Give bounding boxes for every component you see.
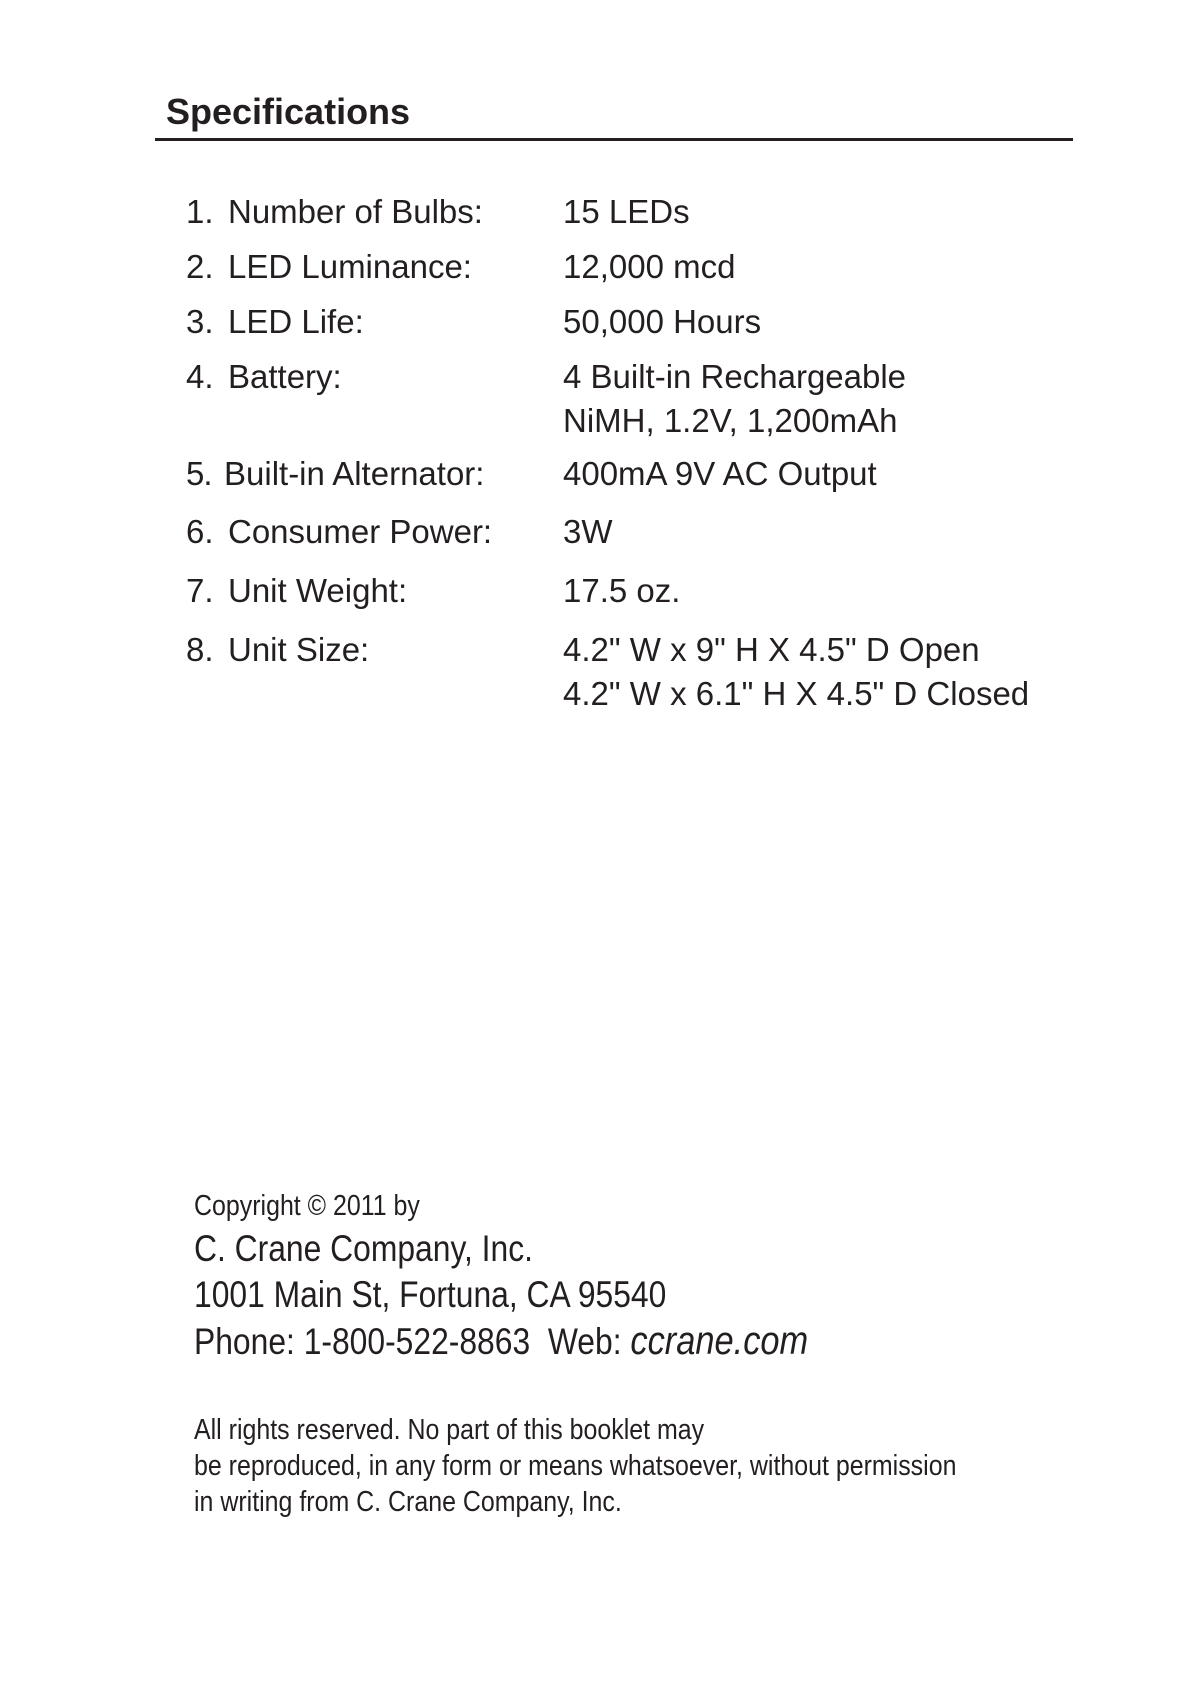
- spec-number: 4.: [186, 358, 214, 395]
- spec-number: 8.: [186, 631, 214, 668]
- spec-label: LED Life:: [228, 303, 364, 340]
- web-label: Web:: [547, 1321, 622, 1362]
- spec-number: 7.: [186, 572, 214, 609]
- copyright-line: Copyright © 2011 by: [194, 1190, 420, 1222]
- spec-number: 3.: [186, 303, 214, 340]
- phone-number: Phone: 1-800-522-8863: [194, 1321, 531, 1362]
- rights-line: be reproduced, in any form or means whatsoever, without permission: [194, 1450, 957, 1482]
- company-name: C. Crane Company, Inc.: [194, 1228, 533, 1269]
- spec-number: 1.: [186, 193, 214, 230]
- page-title: Specifications: [166, 91, 411, 132]
- spec-label: Number of Bulbs:: [228, 193, 483, 230]
- copyright-block: [194, 1186, 1094, 1365]
- rights-line: in writing from C. Crane Company, Inc.: [194, 1486, 622, 1518]
- spec-value-line: NiMH, 1.2V, 1,200mAh: [563, 402, 898, 439]
- spec-value-line: 4 Built-in Rechargeable: [563, 358, 907, 395]
- spec-number: 5.: [186, 455, 212, 492]
- spec-number: 2.: [186, 248, 214, 285]
- spec-value-line: 4.2" W x 9" H X 4.5" D Open: [563, 631, 980, 668]
- spec-value-line: 4.2" W x 6.1" H X 4.5" D Closed: [563, 675, 1030, 712]
- spec-value-line: 12,000 mcd: [563, 248, 736, 285]
- rights-notice: [194, 1412, 1191, 1520]
- spec-value: [563, 569, 680, 613]
- spec-value-line: 3W: [563, 513, 613, 550]
- spec-value: [563, 355, 906, 443]
- spec-label: Built-in Alternator:: [224, 455, 485, 492]
- spec-value: [563, 452, 877, 496]
- web-link[interactable]: ccrane.com: [630, 1319, 809, 1363]
- spec-value-line: 400mA 9V AC Output: [563, 455, 877, 492]
- title-divider: [155, 138, 1073, 141]
- spec-value: [563, 628, 1029, 716]
- spec-label: Consumer Power:: [228, 513, 493, 550]
- spec-number: 6.: [186, 513, 214, 550]
- spec-value: [563, 190, 690, 234]
- spec-value: [563, 510, 613, 554]
- spec-value-line: 15 LEDs: [563, 193, 690, 230]
- spec-label: Unit Weight:: [228, 572, 408, 609]
- spec-value-line: 50,000 Hours: [563, 303, 762, 340]
- spec-value: [563, 300, 761, 344]
- rights-line: All rights reserved. No part of this booklet may: [194, 1414, 705, 1446]
- contact-line: [194, 1318, 968, 1365]
- company-address: 1001 Main St, Fortuna, CA 95540: [194, 1274, 667, 1315]
- spec-value-line: 17.5 oz.: [563, 572, 681, 609]
- spec-label: Battery:: [228, 358, 342, 395]
- spec-value: [563, 245, 735, 289]
- spec-label: LED Luminance:: [228, 248, 472, 285]
- spec-label: Unit Size:: [228, 631, 370, 668]
